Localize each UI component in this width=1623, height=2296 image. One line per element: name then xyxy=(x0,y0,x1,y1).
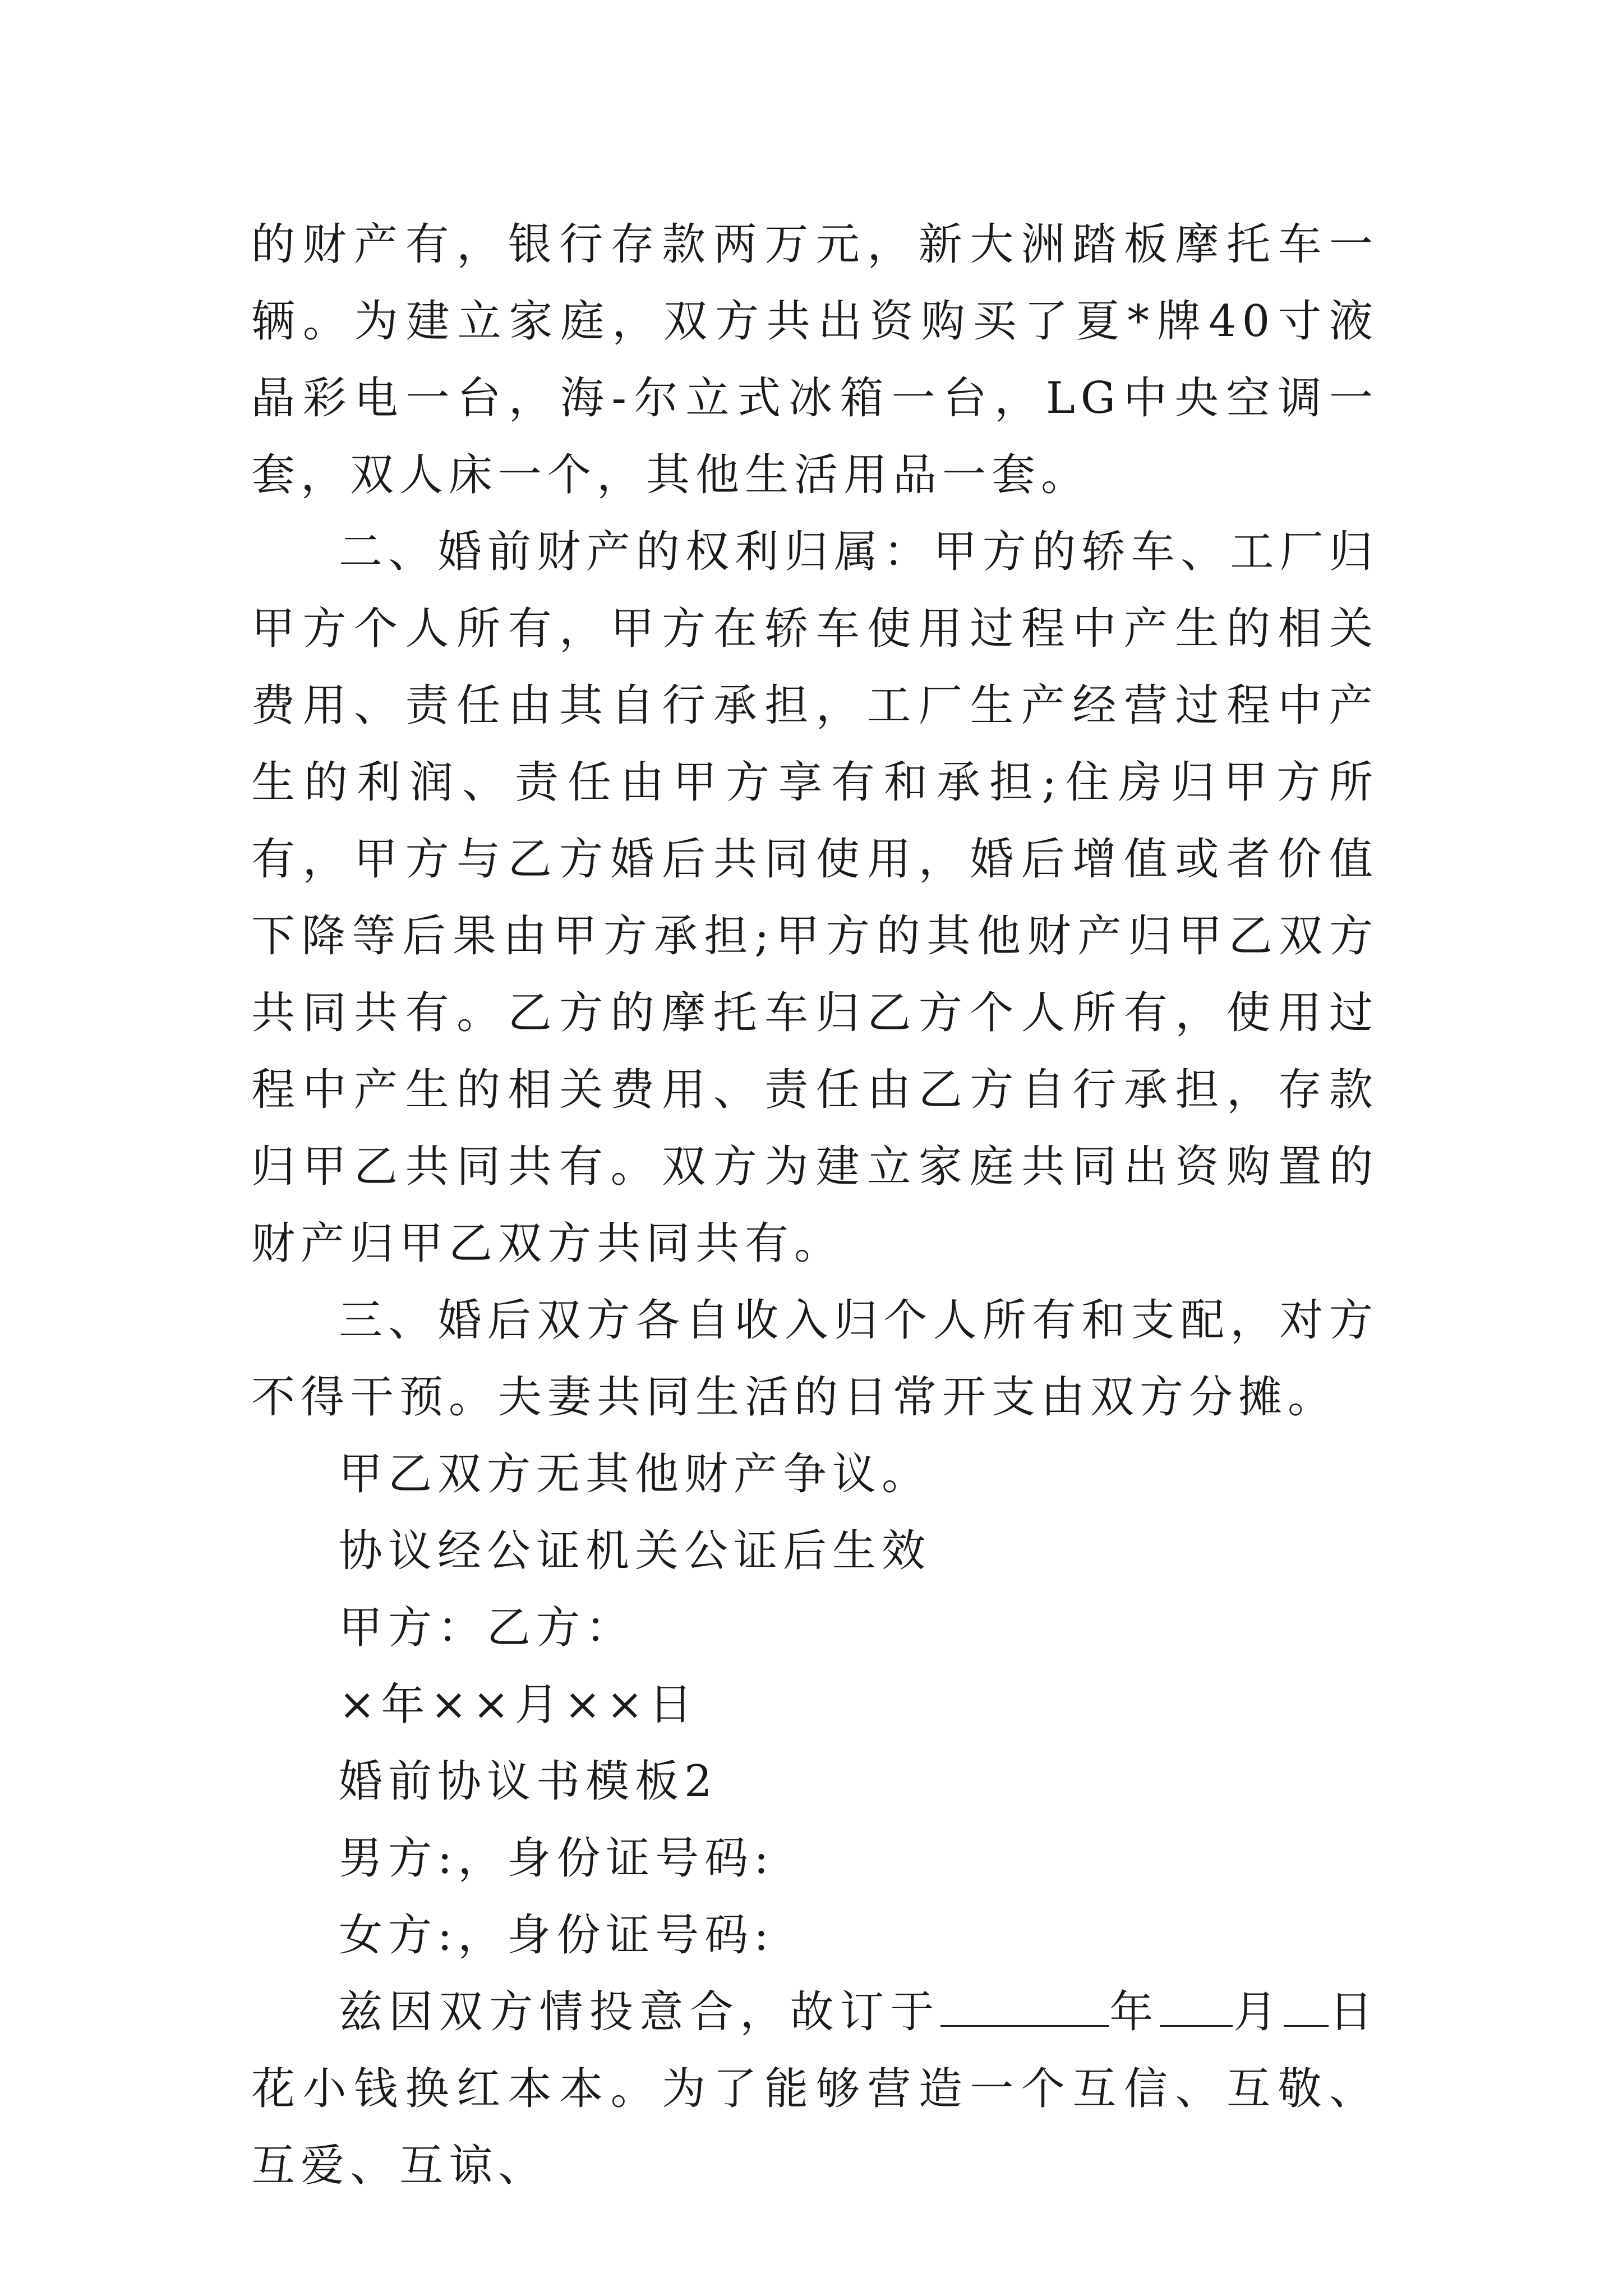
paragraph-property-list: 的财产有，银行存款两万元，新大洲踏板摩托车一辆。为建立家庭，双方共出资购买了夏*牌40寸液晶彩电一台，海-尔立式冰箱一台，LG中央空调一套，双人床一个，其他生活用品一套。 xyxy=(251,219,1378,500)
year-blank xyxy=(940,1986,1109,2027)
intro-prefix: 兹因双方情投意合，故订于 xyxy=(339,1987,940,2037)
paragraph-premarital-property-ownership: 二、婚前财产的权利归属：甲方的轿车、工厂归甲方个人所有，甲方在轿车使用过程中产生的相关费用、责任由其自行承担，工厂生产经营过程中产生的利润、责任由甲方享有和承担;住房归甲方所有，甲方与乙方婚后共同使用，婚后增值或者价值下降等后果由甲方承担;甲方的其他财产归甲乙双方共同共有。乙方的摩托车归乙方个人所有，使用过程中产生的相关费用、责任由乙方自行承担，存款归甲乙共同共有。双方为建立家庭共同出资购置的财产归甲乙双方共同共有。 xyxy=(251,527,1378,1269)
template-title: 婚前协议书模板2 xyxy=(339,1756,718,1807)
line-female-party-id: 女方:，身份证号码: xyxy=(339,1910,774,1961)
day-blank xyxy=(1284,1986,1329,2027)
document-body xyxy=(251,206,1378,2205)
line-no-dispute: 甲乙双方无其他财产争议。 xyxy=(339,1449,932,1499)
line-notarization-effective: 协议经公证机关公证后生效 xyxy=(339,1526,932,1576)
intro-month-label: 月 xyxy=(1232,1987,1284,2037)
intro-year-label: 年 xyxy=(1108,1987,1160,2037)
month-blank xyxy=(1160,1986,1233,2027)
paragraph-agreement-intro xyxy=(251,1974,1378,2205)
paragraph-post-marital-income: 三、婚后双方各自收入归个人所有和支配，对方不得干预。夫妻共同生活的日常开支由双方分摊。 xyxy=(251,1295,1378,1423)
line-male-party-id: 男方:，身份证号码: xyxy=(339,1833,774,1884)
line-party-signatures: 甲方：乙方： xyxy=(339,1603,635,1653)
intro-rest: 日花小钱换红本本。为了能够营造一个互信、互敬、互爱、互谅、 xyxy=(251,1987,1378,2191)
line-signing-date: ×年××月××日 xyxy=(339,1680,698,1730)
